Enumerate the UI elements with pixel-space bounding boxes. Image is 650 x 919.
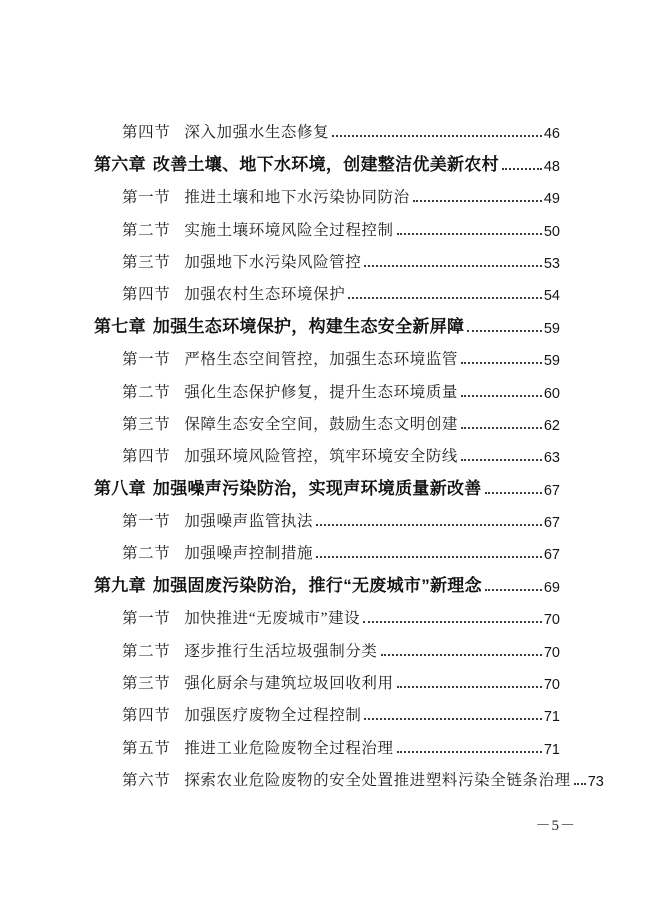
toc-entry-page: 53 bbox=[543, 255, 560, 272]
toc-entry-page: 71 bbox=[543, 741, 560, 758]
toc-entry-label: 第一节 bbox=[122, 189, 171, 207]
toc-entry-label: 第九章 bbox=[94, 575, 146, 595]
toc-entry-label: 第二节 bbox=[122, 642, 171, 660]
toc-entry bbox=[94, 725, 560, 757]
toc-dotted-leader bbox=[461, 395, 542, 397]
toc-entry-label: 第三节 bbox=[122, 675, 171, 693]
toc-dotted-leader bbox=[397, 751, 542, 753]
toc-entry-page: 46 bbox=[543, 126, 560, 143]
toc-entry-title: 强化生态保护修复，提升生态环境质量 bbox=[184, 383, 459, 401]
toc-entry bbox=[94, 758, 604, 791]
toc-entry-title: 加强固废污染防治，推行“无废城市”新理念 bbox=[152, 575, 482, 595]
toc-entry bbox=[94, 240, 560, 272]
toc-dotted-leader bbox=[467, 330, 542, 332]
toc-entry-title: 加强噪声控制措施 bbox=[184, 545, 314, 563]
toc-entry bbox=[94, 531, 560, 563]
toc-entry-page: 73 bbox=[587, 774, 604, 791]
toc-entry bbox=[94, 110, 560, 142]
toc-entry-label: 第八章 bbox=[94, 478, 146, 498]
toc-entry-label: 第三节 bbox=[122, 253, 171, 271]
toc-dotted-leader bbox=[397, 233, 542, 235]
toc-entry-title: 加强医疗废物全过程控制 bbox=[184, 707, 362, 725]
toc-entry bbox=[94, 337, 560, 369]
toc-entry-page: 59 bbox=[543, 353, 560, 370]
toc-entry-page: 62 bbox=[543, 417, 560, 434]
toc-entry-page: 49 bbox=[543, 191, 560, 208]
toc-dotted-leader bbox=[461, 362, 542, 364]
toc-dotted-leader bbox=[461, 459, 542, 461]
toc-entry bbox=[94, 207, 560, 239]
toc-entry-title: 探索农业危险废物的安全处置推进塑料污染全链条治理 bbox=[184, 772, 571, 790]
toc-entry bbox=[94, 175, 560, 207]
toc-entry-title: 推进土壤和地下水污染协同防治 bbox=[184, 189, 410, 207]
toc-entry-title: 严格生态空间管控，加强生态环境监管 bbox=[184, 351, 459, 369]
toc-entry-title: 改善土壤、地下水环境，创建整洁优美新农村 bbox=[152, 154, 499, 174]
toc-entry-label: 第六节 bbox=[122, 772, 171, 790]
toc-entry-page: 70 bbox=[543, 644, 560, 661]
toc-entry bbox=[94, 402, 560, 434]
toc-dotted-leader bbox=[502, 168, 542, 170]
toc-entry-title: 加强环境风险管控，筑牢环境安全防线 bbox=[184, 448, 459, 466]
toc-entry-label: 第二节 bbox=[122, 545, 171, 563]
toc-entry-page: 70 bbox=[543, 677, 560, 694]
toc-entry-label: 第一节 bbox=[122, 513, 171, 531]
toc-entry-page: 54 bbox=[543, 288, 560, 305]
toc-entry-label: 第四节 bbox=[122, 448, 171, 466]
toc-entry-title: 加强噪声监管执法 bbox=[184, 513, 314, 531]
toc-dotted-leader bbox=[348, 297, 542, 299]
toc-dotted-leader bbox=[332, 135, 542, 137]
toc-entry bbox=[94, 661, 560, 693]
toc-entry bbox=[94, 369, 560, 401]
toc-entry-title: 逐步推行生活垃圾强制分类 bbox=[184, 642, 378, 660]
toc-entry-page: 67 bbox=[543, 482, 560, 499]
toc-dotted-leader bbox=[461, 427, 542, 429]
toc-entry-page: 67 bbox=[543, 547, 560, 564]
toc-dotted-leader bbox=[316, 556, 542, 558]
toc-entry-page: 60 bbox=[543, 385, 560, 402]
toc-entry-label: 第七章 bbox=[94, 316, 146, 336]
toc-entry-page: 70 bbox=[543, 612, 560, 629]
toc-dotted-leader bbox=[363, 621, 542, 623]
toc-dotted-leader bbox=[364, 265, 541, 267]
toc-entry-page: 50 bbox=[543, 223, 560, 240]
toc-entry-label: 第四节 bbox=[122, 286, 171, 304]
toc-list bbox=[94, 110, 604, 791]
toc-entry-title: 加强地下水污染风险管控 bbox=[184, 253, 362, 271]
toc-entry-page: 71 bbox=[543, 709, 560, 726]
toc-entry-title: 保障生态安全空间，鼓励生态文明创建 bbox=[184, 415, 459, 433]
toc-dotted-leader bbox=[574, 783, 586, 785]
toc-entry-label: 第四节 bbox=[122, 707, 171, 725]
toc-entry bbox=[94, 466, 560, 498]
toc-entry-label: 第一节 bbox=[122, 351, 171, 369]
toc-dotted-leader bbox=[485, 589, 542, 591]
toc-dotted-leader bbox=[381, 654, 542, 656]
toc-entry-title: 加强生态环境保护，构建生态安全新屏障 bbox=[152, 316, 465, 336]
toc-entry-page: 63 bbox=[543, 450, 560, 467]
toc-entry-label: 第三节 bbox=[122, 415, 171, 433]
toc-entry-title: 强化厨余与建筑垃圾回收利用 bbox=[184, 675, 394, 693]
footer-page-number: －5－ bbox=[535, 818, 576, 834]
toc-entry-label: 第一节 bbox=[122, 610, 171, 628]
toc-entry-label: 第二节 bbox=[122, 221, 171, 239]
toc-entry-label: 第二节 bbox=[122, 383, 171, 401]
toc-entry bbox=[94, 434, 560, 466]
toc-entry-label: 第六章 bbox=[94, 154, 146, 174]
toc-entry bbox=[94, 596, 560, 628]
toc-entry-title: 加强农村生态环境保护 bbox=[184, 286, 346, 304]
toc-entry-label: 第五节 bbox=[122, 739, 171, 757]
toc-dotted-leader bbox=[485, 492, 542, 494]
toc-entry-title: 深入加强水生态修复 bbox=[184, 124, 330, 142]
toc-entry-title: 推进工业危险废物全过程治理 bbox=[184, 739, 394, 757]
toc-dotted-leader bbox=[364, 718, 541, 720]
toc-entry-title: 实施土壤环境风险全过程控制 bbox=[184, 221, 394, 239]
toc-entry bbox=[94, 499, 560, 531]
toc-entry bbox=[94, 142, 560, 174]
toc-entry-title: 加快推进“无废城市”建设 bbox=[184, 610, 361, 628]
toc-entry-page: 69 bbox=[543, 579, 560, 596]
toc-entry bbox=[94, 304, 560, 336]
toc-entry-page: 67 bbox=[543, 515, 560, 532]
toc-entry bbox=[94, 563, 560, 595]
toc-dotted-leader bbox=[397, 686, 542, 688]
toc-entry bbox=[94, 628, 560, 660]
toc-entry-title: 加强噪声污染防治，实现声环境质量新改善 bbox=[152, 478, 482, 498]
toc-entry bbox=[94, 693, 560, 725]
toc-entry-page: 59 bbox=[543, 320, 560, 337]
toc-entry-label: 第四节 bbox=[122, 124, 171, 142]
toc-dotted-leader bbox=[413, 200, 542, 202]
toc-dotted-leader bbox=[316, 524, 542, 526]
toc-entry-page: 48 bbox=[543, 158, 560, 175]
toc-entry bbox=[94, 272, 560, 304]
